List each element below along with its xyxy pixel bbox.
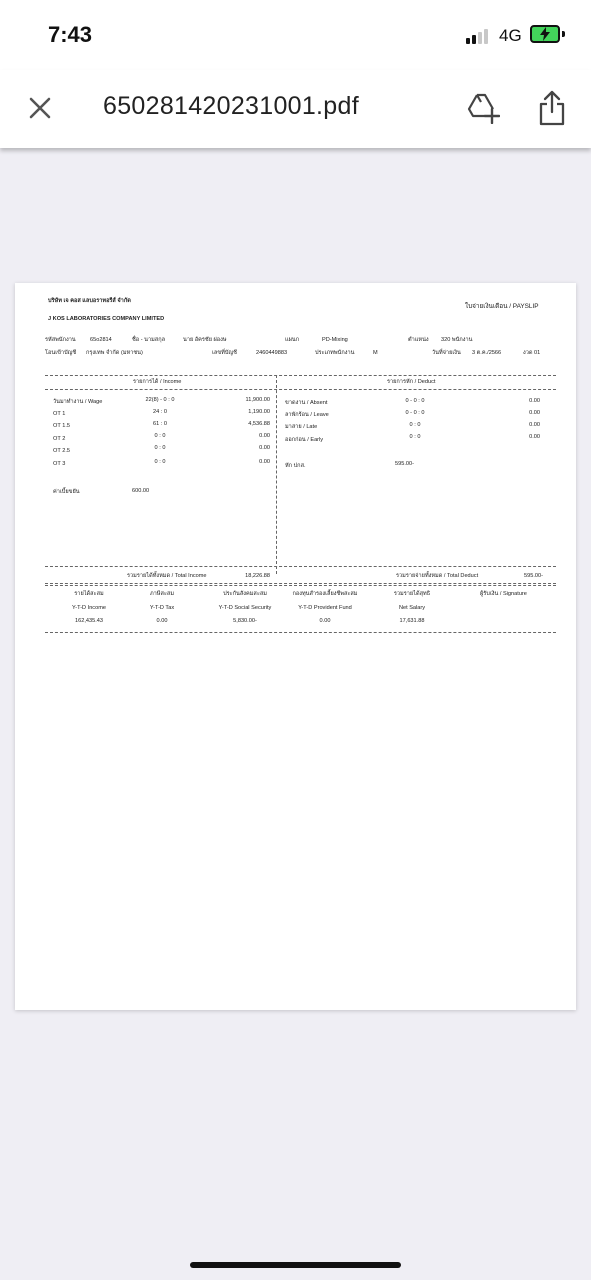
company-name-en: J KOS LABORATORIES COMPANY LIMITED xyxy=(48,316,165,322)
income-row-amount: 0.00 xyxy=(259,445,270,451)
deduct-row-amount: 0.00 xyxy=(529,398,540,404)
add-to-drive-button[interactable] xyxy=(466,92,500,124)
viewer-app-bar xyxy=(0,70,591,148)
ytd-header-en: Y-T-D Tax xyxy=(149,605,175,611)
bank-label: โอนเข้าบัญชี xyxy=(45,350,77,356)
department-label: แผนก xyxy=(285,337,300,343)
status-time: 7:43 xyxy=(48,22,93,47)
total-income-value: 18,226.88 xyxy=(245,573,270,579)
employee-type-value: M xyxy=(373,350,378,356)
department-value: PD-Mixing xyxy=(322,337,348,343)
table-center-divider xyxy=(276,375,277,574)
share-button[interactable] xyxy=(537,90,567,126)
income-row-amount: 0.00 xyxy=(259,433,270,439)
share-icon xyxy=(537,90,567,126)
income-row-label: OT 1 xyxy=(53,411,66,417)
ytd-header-en: Y-T-D Provident Fund xyxy=(298,605,352,611)
income-row-label: วันมาทำงาน / Wage xyxy=(53,399,103,405)
employee-name-value: นาย อัครชัย ผ่องษ xyxy=(183,337,227,343)
deduct-row-label: มาสาย / Late xyxy=(285,424,318,430)
ytd-header-th: รวมรายได้สุทธิ xyxy=(393,591,431,597)
signature-label: ผู้รับเงิน / Signature xyxy=(480,591,527,597)
total-income-label: รวมรายได้ทั้งหมด / Total Income xyxy=(127,573,207,579)
table-header-rule xyxy=(45,389,556,390)
total-deduct-label: รวมรายจ่ายทั้งหมด / Total Deduct xyxy=(396,573,479,579)
income-row-label: OT 2.5 xyxy=(53,448,70,454)
ytd-bottom-rule xyxy=(45,632,556,633)
net-salary-value: 17,631.88 xyxy=(399,618,425,624)
battery-cap xyxy=(562,31,565,37)
income-row-qty: 0 : 0 xyxy=(154,459,166,465)
close-icon xyxy=(26,94,54,122)
deduct-row-amount: 0.00 xyxy=(529,410,540,416)
pay-period-value: งวด 01 xyxy=(523,350,541,356)
position-label: ตำแหน่ง xyxy=(408,337,429,343)
ytd-header-th: รายได้สะสม xyxy=(74,591,104,597)
income-row-amount: 4,536.88 xyxy=(248,421,270,427)
ytd-header-en: Y-T-D Income xyxy=(72,605,106,611)
ytd-value: 162,435.43 xyxy=(75,618,103,624)
social-security-label: หัก ปกส. xyxy=(285,463,306,469)
account-value: 2460449883 xyxy=(256,350,288,356)
position-value: 320 พนักงาน xyxy=(441,337,473,343)
ytd-value: 0.00 xyxy=(156,618,168,624)
ytd-header-th: กองทุนสำรองเลี้ยงชีพสะสม xyxy=(292,591,358,597)
network-type: 4G xyxy=(499,26,522,45)
deduct-row-amount: 0.00 xyxy=(529,422,540,428)
income-row-qty: 24 : 0 xyxy=(153,409,167,415)
deduct-row-label: ลาพักร้อน / Leave xyxy=(285,412,329,418)
income-row-qty: 61 : 0 xyxy=(153,421,167,427)
company-name-th: บริษัท เจ คอส แลบอราทอรีส์ จำกัด xyxy=(48,298,131,304)
employee-type-label: ประเภทพนักงาน xyxy=(315,350,355,356)
deduct-row-label: ออกก่อน / Early xyxy=(285,437,324,443)
deduct-row-qty: 0 : 0 xyxy=(409,422,421,428)
deduct-row-qty: 0 : 0 xyxy=(409,434,421,440)
totals-bottom-rule-1 xyxy=(45,583,556,584)
income-row-amount: 11,900.00 xyxy=(245,397,270,403)
deduct-row-amount: 0.00 xyxy=(529,434,540,440)
ytd-value: 5,830.00- xyxy=(233,618,257,624)
payslip-title: ใบจ่ายเงินเดือน / PAYSLIP xyxy=(465,303,539,310)
allowance-amount: 600.00 xyxy=(132,488,150,494)
deduct-row-qty: 0 - 0 : 0 xyxy=(405,398,425,404)
income-row-qty: 0 : 0 xyxy=(154,445,166,451)
income-row-label: OT 1.5 xyxy=(53,423,70,429)
social-security-amount: 595.00- xyxy=(395,461,414,467)
close-button[interactable] xyxy=(26,94,54,122)
employee-name-label: ชื่อ - นามสกุล xyxy=(132,337,166,343)
ytd-value: 0.00 xyxy=(319,618,331,624)
totals-bottom-rule-2 xyxy=(45,585,556,586)
pay-date-label: วันที่จ่ายเงิน xyxy=(432,350,461,356)
ytd-header-th: ประกันสังคมสะสม xyxy=(223,591,267,597)
status-bar xyxy=(0,0,591,70)
deduct-header: รายการหัก / Deduct xyxy=(387,379,436,385)
income-row-amount: 0.00 xyxy=(259,459,270,465)
pdf-viewer[interactable] xyxy=(0,148,591,1280)
file-name-title: 650281420231001.pdf xyxy=(103,92,359,120)
ytd-header-en: Net Salary xyxy=(398,605,426,611)
ytd-header-th: ภาษีสะสม xyxy=(149,591,175,597)
deduct-row-qty: 0 - 0 : 0 xyxy=(405,410,425,416)
allowance-label: ค่าเบี้ยขยัน xyxy=(53,489,80,495)
cellular-signal-icon xyxy=(466,28,494,44)
battery-charging-icon xyxy=(530,25,560,43)
income-row-label: OT 3 xyxy=(53,461,66,467)
home-indicator[interactable] xyxy=(190,1262,401,1268)
bank-value: กรุงเทพ จำกัด (มหาชน) xyxy=(86,350,143,356)
income-row-qty: 0 : 0 xyxy=(154,433,166,439)
pay-date-value: 3 ต.ค./2566 xyxy=(472,350,502,356)
income-header: รายการได้ / Income xyxy=(133,379,182,385)
income-row-amount: 1,190.00 xyxy=(248,409,270,415)
employee-id-label: รหัสพนักงาน xyxy=(45,337,76,343)
employee-id-value: 65o2814 xyxy=(90,337,112,343)
income-row-qty: 22(8) - 0 : 0 xyxy=(145,397,175,403)
total-deduct-value: 595.00- xyxy=(524,573,543,579)
pdf-page xyxy=(15,283,576,1010)
deduct-row-label: ขาดงาน / Absent xyxy=(285,400,328,406)
income-row-label: OT 2 xyxy=(53,436,66,442)
account-label: เลขที่บัญชี xyxy=(212,350,237,356)
totals-top-rule xyxy=(45,566,556,567)
table-top-rule xyxy=(45,375,556,376)
ytd-header-en: Y-T-D Social Security xyxy=(218,605,272,611)
add-to-drive-icon xyxy=(466,92,500,124)
